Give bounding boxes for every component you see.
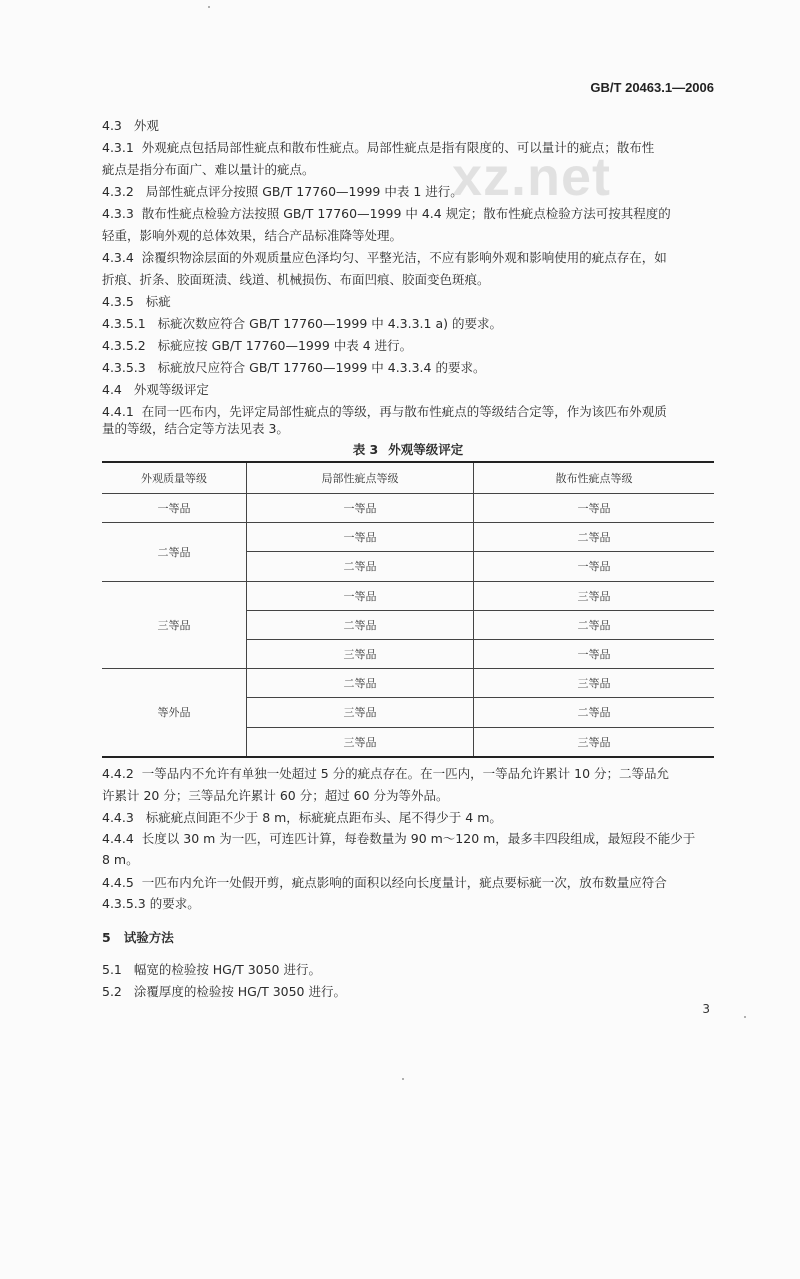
clause-number: 4.3.5.2 xyxy=(102,338,146,353)
table-header-row xyxy=(102,462,714,494)
clause-number: 4.3.5.3 xyxy=(102,360,146,375)
watermark: xz.net xyxy=(452,147,612,207)
clause-number: 4.3.5.1 xyxy=(102,316,146,331)
clause-text: 长度以 30 m 为一匹，可连匹计算，每卷数量为 90 m～120 m，最多丰四段组成，最短段不能少于 xyxy=(141,831,696,846)
clause-text: 标疵放尺应符合 GB/T 17760—1999 中 4.3.3.4 的要求。 xyxy=(157,360,486,375)
clause-number: 4.4.5 xyxy=(102,875,134,890)
page-number: 3 xyxy=(702,1002,710,1016)
local-grade-cell: 三等品 xyxy=(247,698,474,727)
clause-4-3-3-cont: 轻重，影响外观的总体效果，结合产品标准降等处理。 xyxy=(102,228,403,243)
local-grade-cell: 二等品 xyxy=(247,552,474,581)
section-number: 4.3 xyxy=(102,118,122,133)
table-row xyxy=(102,494,714,523)
column-header: 局部性疵点等级 xyxy=(247,462,474,494)
section-title: 外观等级评定 xyxy=(133,382,209,397)
section-4-4-heading xyxy=(102,381,714,399)
clause-text: 标疵次数应符合 GB/T 17760—1999 中 4.3.3.1 a) 的要求。 xyxy=(157,316,502,331)
clause-4-3-1-cont: 疵点是指分布面广、难以量计的疵点。 xyxy=(102,162,315,177)
section-number: 4.4 xyxy=(102,382,122,397)
spread-grade-cell: 二等品 xyxy=(474,523,715,552)
spread-grade-cell: 一等品 xyxy=(474,494,715,523)
clause-4-4-1-cont: 量的等级，结合定等方法见表 3。 xyxy=(102,421,289,436)
scan-speck xyxy=(744,1016,746,1018)
clause-4-3-2 xyxy=(102,183,714,201)
clause-text: 涂覆织物涂层面的外观质量应色泽均匀、平整光洁，不应有影响外观和影响使用的疵点存在，如 xyxy=(141,250,667,265)
clause-4-3-5-3 xyxy=(102,359,714,377)
clause-5-2 xyxy=(102,983,714,1001)
section-4-3-heading xyxy=(102,117,714,135)
local-grade-cell: 一等品 xyxy=(247,494,474,523)
clause-number: 4.4.2 xyxy=(102,766,134,781)
spread-grade-cell: 一等品 xyxy=(474,639,715,668)
local-grade-cell: 三等品 xyxy=(247,727,474,757)
table-number: 表 3 xyxy=(352,442,379,457)
clause-number: 4.3.1 xyxy=(102,140,134,155)
section-5-heading xyxy=(102,929,714,947)
spread-grade-cell: 三等品 xyxy=(474,581,715,610)
clause-number: 4.4.3 xyxy=(102,810,134,825)
table-row xyxy=(102,581,714,610)
local-grade-cell: 三等品 xyxy=(247,639,474,668)
scan-speck xyxy=(402,1078,404,1080)
spread-grade-cell: 一等品 xyxy=(474,552,715,581)
clause-number: 4.4.1 xyxy=(102,404,134,419)
column-header: 散布性疵点等级 xyxy=(474,462,715,494)
clause-4-4-1 xyxy=(102,403,714,421)
section-title: 试验方法 xyxy=(123,930,174,945)
clause-text: 标疵应按 GB/T 17760—1999 中表 4 进行。 xyxy=(157,338,413,353)
clause-number: 4.3.5 xyxy=(102,294,134,309)
clause-4-4-2 xyxy=(102,765,714,783)
clause-4-4-4 xyxy=(102,830,714,848)
clause-text: 幅宽的检验按 HG/T 3050 进行。 xyxy=(133,962,321,977)
clause-text: 标疵 xyxy=(145,294,171,309)
clause-number: 5.1 xyxy=(102,962,122,977)
clause-4-4-5 xyxy=(102,874,714,892)
section-number: 5 xyxy=(102,930,111,945)
clause-4-3-4-cont: 折痕、折条、胶面斑渍、线道、机械损伤、布面凹痕、胶面变色斑痕。 xyxy=(102,272,490,287)
clause-4-3-5-1 xyxy=(102,315,714,333)
clause-4-3-3 xyxy=(102,205,714,223)
table-row xyxy=(102,523,714,552)
clause-4-4-2-cont: 许累计 20 分；三等品允许累计 60 分；超过 60 分为等外品。 xyxy=(102,788,449,803)
overall-grade-cell: 三等品 xyxy=(102,581,247,669)
local-grade-cell: 一等品 xyxy=(247,581,474,610)
local-grade-cell: 二等品 xyxy=(247,669,474,698)
clause-number: 4.4.4 xyxy=(102,831,134,846)
clause-5-1 xyxy=(102,961,714,979)
clause-4-4-3 xyxy=(102,809,714,827)
standard-code: GB/T 20463.1—2006 xyxy=(590,80,714,95)
clause-4-4-4-cont: 8 m。 xyxy=(102,852,139,867)
table-caption xyxy=(102,440,714,458)
clause-4-3-5-2 xyxy=(102,337,714,355)
table-row xyxy=(102,669,714,698)
clause-number: 4.3.4 xyxy=(102,250,134,265)
clause-4-3-1 xyxy=(102,139,714,157)
column-header: 外观质量等级 xyxy=(102,462,247,494)
local-grade-cell: 一等品 xyxy=(247,523,474,552)
local-grade-cell: 二等品 xyxy=(247,610,474,639)
clause-number: 4.3.2 xyxy=(102,184,134,199)
clause-text: 散布性疵点检验方法按照 GB/T 17760—1999 中 4.4 规定；散布性疵点检验方法可按其程度的 xyxy=(141,206,671,221)
clause-text: 标疵疵点间距不少于 8 m，标疵疵点距布头、尾不得少于 4 m。 xyxy=(145,810,502,825)
section-title: 外观 xyxy=(133,118,159,133)
overall-grade-cell: 等外品 xyxy=(102,669,247,757)
clause-4-3-4 xyxy=(102,249,714,267)
clause-text: 一匹布内允许一处假开剪，疵点影响的面积以经向长度量计，疵点要标疵一次，放布数量应符合 xyxy=(141,875,667,890)
scan-speck xyxy=(208,6,210,8)
grade-table xyxy=(102,461,714,758)
clause-text: 局部性疵点评分按照 GB/T 17760—1999 中表 1 进行。 xyxy=(145,184,463,199)
clause-4-4-5-cont: 4.3.5.3 的要求。 xyxy=(102,896,200,911)
spread-grade-cell: 三等品 xyxy=(474,669,715,698)
clause-4-3-5 xyxy=(102,293,714,311)
overall-grade-cell: 二等品 xyxy=(102,523,247,581)
clause-text: 在同一匹布内，先评定局部性疵点的等级，再与散布性疵点的等级结合定等，作为该匹布外观质 xyxy=(141,404,667,419)
clause-number: 4.3.3 xyxy=(102,206,134,221)
clause-number: 5.2 xyxy=(102,984,122,999)
table-title: 外观等级评定 xyxy=(388,442,464,457)
clause-text: 外观疵点包括局部性疵点和散布性疵点。局部性疵点是指有限度的、可以量计的疵点；散布性 xyxy=(141,140,655,155)
spread-grade-cell: 三等品 xyxy=(474,727,715,757)
overall-grade-cell: 一等品 xyxy=(102,494,247,523)
clause-text: 涂覆厚度的检验按 HG/T 3050 进行。 xyxy=(133,984,346,999)
spread-grade-cell: 二等品 xyxy=(474,698,715,727)
clause-text: 一等品内不允许有单独一处超过 5 分的疵点存在。在一匹内，一等品允许累计 10 分；二等品允 xyxy=(141,766,670,781)
spread-grade-cell: 二等品 xyxy=(474,610,715,639)
